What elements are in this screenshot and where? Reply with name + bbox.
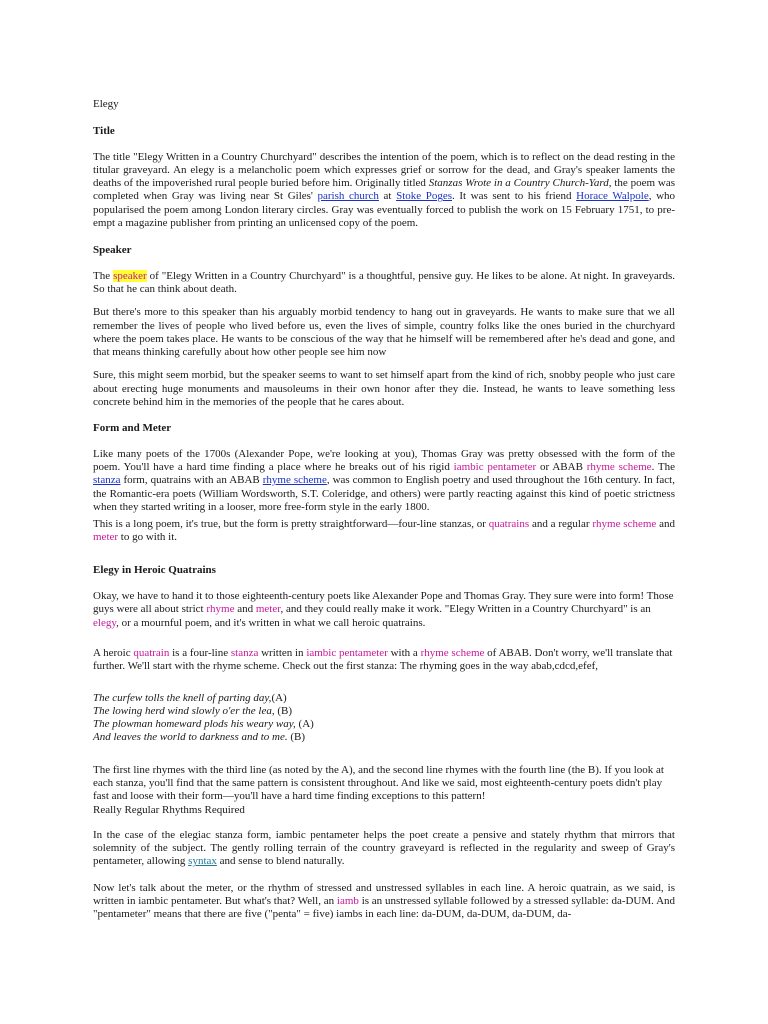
original-title-text: Stanzas Wrote in a Country Church-Yard [428, 177, 609, 190]
heading-title: Title [93, 125, 115, 138]
paragraph-elegiac [93, 829, 675, 869]
verse-line [93, 731, 675, 744]
paragraph-speaker-1 [93, 270, 675, 297]
verse-line [93, 718, 675, 731]
text-run: This is a long poem, it's true, but the form is pretty straightforward—four-line stanzas, or [93, 518, 489, 531]
paragraph-form-1 [93, 448, 675, 514]
text-run: Like many poets of the 1700s (Alexander Pope, we're looking at you), Thomas Gray was pretty obsessed with the form of the poem. You'll have a hard time finding a place where he breaks out of his rigid [93, 447, 675, 473]
verse-line-text: The lowing herd wind slowly o'er the lea, [93, 704, 275, 717]
link-parish-church[interactable]: parish church [317, 190, 379, 203]
text-run: of "Elegy Written in a Country Churchyard" is a thoughtful, pensive guy. He likes to be alone. At night. In graveyards. So that he can think about death. [93, 269, 675, 295]
glossary-link-iamb[interactable]: iamb [336, 895, 359, 908]
verse-line-text: The plowman homeward plods his weary way, [93, 718, 296, 731]
text-run: A heroic [93, 646, 134, 659]
text-run: with a [387, 646, 421, 659]
text-run: and sense to blend naturally. [216, 855, 345, 868]
doc-label: Elegy [93, 98, 119, 110]
text-run: and [234, 603, 256, 616]
verse-rhyme-tag: (A) [295, 718, 314, 731]
text-run: , was common to English poetry and used throughout the 16th century. In fact, the Romantic-era poets (William Wordsworth, S.T. Coleridge, and others) were partly reacting against this kind of poetic strictness when they started writing in a looser, more free-form style in the early 1800. [93, 474, 675, 513]
verse-line-text: And leaves the world to darkness and to me. [93, 731, 288, 744]
paragraph-title [93, 151, 675, 231]
link-rhyme-scheme[interactable]: rhyme scheme [262, 474, 327, 487]
text-run: to go with it. [118, 531, 178, 544]
text-run: is an unstressed syllable followed by a stressed syllable: da-DUM. And "pentameter" means that there are five ("penta" = five) iambs in each line: da-DUM, da-DUM, da-DUM, da- [93, 895, 676, 921]
glossary-link-meter[interactable]: meter [93, 531, 119, 544]
text-run: , or a mournful poem, and it's written in what we call heroic quatrains. [116, 616, 426, 629]
glossary-link-quatrains[interactable]: quatrains [488, 518, 530, 531]
text-run: Okay, we have to hand it to those eighteenth-century poets like Alexander Pope and Thomas Gray. They sure were into form! Those guys were all about strict [93, 590, 674, 616]
heading-form-meter: Form and Meter [93, 422, 172, 435]
text-run: and a regular [529, 518, 593, 531]
text-run: , and they could really make it work. "Elegy Written in a Country Churchyard" is an [280, 603, 651, 616]
glossary-link-rhyme-scheme[interactable]: rhyme scheme [586, 460, 652, 473]
text-run: . It was sent to his friend [452, 190, 577, 203]
text-run: Now let's talk about the meter, or the rhythm of stressed and unstressed syllables in each line. A heroic quatrain, as we said, is written in iambic pentameter. But what's that? Well, an [93, 881, 675, 908]
glossary-link-iambic-pentameter[interactable]: iambic pentameter [453, 460, 537, 473]
glossary-link-elegy[interactable]: elegy [93, 616, 117, 629]
glossary-link-rhyme-scheme[interactable]: rhyme scheme [592, 518, 657, 531]
heading-speaker: Speaker [93, 244, 132, 257]
text-run: and [656, 518, 675, 531]
text-run: at [378, 190, 397, 203]
text-run: In the case of the elegiac stanza form, iambic pentameter helps the poet create a pensive and stately rhythm that mirrors that solemnity of the subject. The gently rolling terrain of the country graveyard is reflected in the regularity and sweep of Gray's pentameter, allowing [93, 828, 675, 868]
paragraph-meter [93, 882, 675, 922]
link-syntax[interactable]: syntax [188, 855, 217, 868]
glossary-link-quatrain[interactable]: quatrain [133, 646, 170, 659]
glossary-link-rhyme-scheme[interactable]: rhyme scheme [420, 646, 485, 659]
text-run: , the poem was completed when Gray was living near St Giles' [93, 177, 675, 203]
paragraph-speaker-3: Sure, this might seem morbid, but the speaker seems to want to set himself apart from the kind of rich, snobby people who just care about erecting huge monuments and mausoleums in their own honor after they die. Instead, he wants to leave something less concrete behind him in the memories of the people that he cares about. [93, 369, 675, 409]
paragraph-heroic-2 [93, 647, 675, 674]
paragraph-form-2 [93, 518, 675, 545]
verse-line [93, 692, 675, 705]
text-run: written in [258, 646, 307, 659]
text-run: The title "Elegy Written in a Country Churchyard" describes the intention of the poem, which is to reflect on the dead resting in the titular graveyard. An elegy is a melancholic poem which expresses grief or sorrow for the dead, and Gray's speaker laments the deaths of the impoverished rural people buried before him. Originally titled [93, 150, 675, 190]
link-stoke-poges[interactable]: Stoke Poges [396, 190, 453, 203]
verse-rhyme-tag: (A) [271, 691, 287, 704]
glossary-link-meter[interactable]: meter [255, 603, 281, 616]
subheading-regular-rhythms: Really Regular Rhythms Required [93, 803, 245, 816]
paragraph-heroic-1 [93, 590, 675, 630]
verse-line [93, 705, 675, 718]
text-run: of ABAB. Don't worry, we'll translate that further. We'll start with the rhyme scheme. Check out the first stanza: The rhyming goes in the way abab,cdcd,efef, [93, 646, 673, 673]
text-run: form, quatrains with an ABAB [120, 474, 263, 487]
paragraph-rhyme-pattern: The first line rhymes with the third line (as noted by the A), and the second line rhymes with the fourth line (the B). If you look at each stanza, you'll find that the same pattern is consistent throughout. And like we said, most eighteenth-century poets didn't play fast and loose with their form—you'll have a hard time finding exceptions to this pattern! [93, 763, 664, 803]
glossary-link-rhyme[interactable]: rhyme [206, 603, 235, 616]
verse-rhyme-tag: (B) [287, 731, 306, 744]
text-run: or ABAB [536, 460, 587, 473]
link-horace-walpole[interactable]: Horace Walpole [576, 190, 649, 203]
glossary-link-stanza[interactable]: stanza [230, 646, 259, 659]
text-run: is a four-line [169, 646, 231, 659]
glossary-link-iambic-pentameter[interactable]: iambic pentameter [306, 646, 388, 659]
verse-block [93, 692, 675, 745]
text-run: , who popularised the poem among London literary circles. Gray was eventually forced to publish the work on 15 February 1751, to pre-empt a magazine publisher from printing an unlicensed copy of the poem. [93, 190, 676, 230]
glossary-link-speaker[interactable]: speaker [113, 269, 147, 282]
text-run: . The [651, 460, 675, 473]
heading-heroic-quatrains: Elegy in Heroic Quatrains [93, 563, 216, 576]
verse-rhyme-tag: (B) [274, 704, 293, 717]
verse-line-text: The curfew tolls the knell of parting day, [93, 691, 272, 704]
text-run: The [93, 269, 114, 282]
link-stanza[interactable]: stanza [93, 474, 121, 487]
paragraph-speaker-2: But there's more to this speaker than his arguably morbid tendency to hang out in graveyards. He wants to make sure that we all remember the lives of people who lived before us, even the lives of simple, country folks like the ones buried in the churchyard where the poem takes place. He wants to be conscious of the way that he himself will be remembered after he's dead and gone, and that means thinking carefully about how other people see him now [93, 306, 675, 359]
